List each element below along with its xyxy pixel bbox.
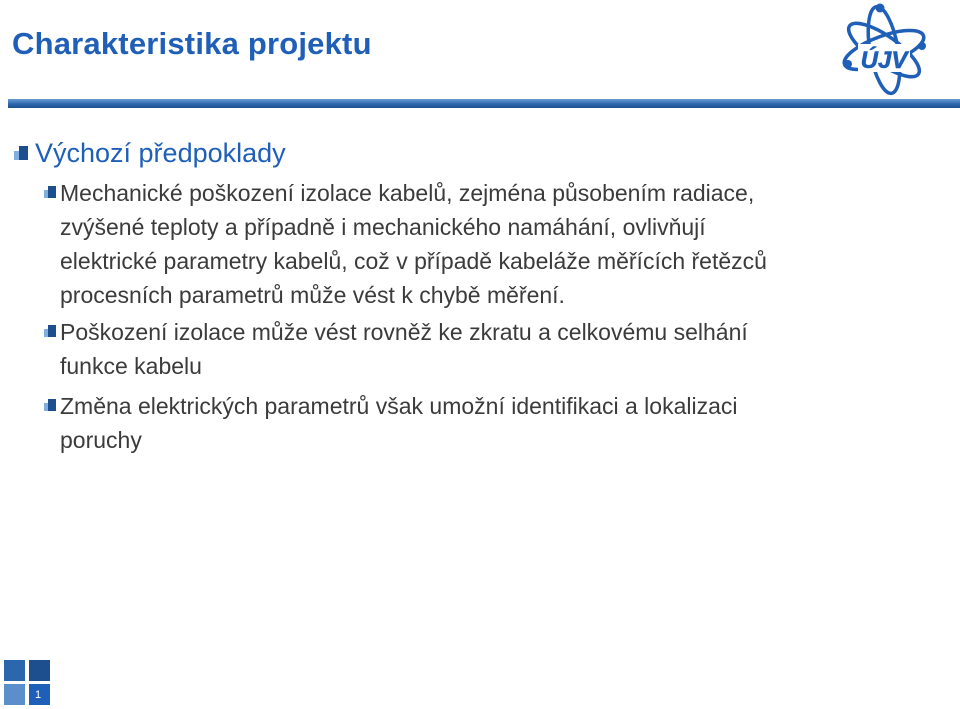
logo-text: ÚJV [860, 47, 908, 74]
ujv-logo [838, 0, 930, 96]
bullet-line: poruchy [60, 427, 142, 453]
bullet-line: funkce kabelu [60, 353, 202, 379]
slide-title: Charakteristika projektu [12, 26, 372, 61]
bullet-line: zvýšené teploty a případně i mechanického namáhání, ovlivňují [60, 214, 706, 240]
bullet-item [60, 176, 940, 312]
bullet-item [60, 389, 940, 457]
square-bullet-icon [44, 399, 56, 411]
bullet-line: Mechanické poškození izolace kabelů, zejména působením radiace, [60, 180, 755, 206]
square-bullet-icon [14, 146, 28, 160]
square-bullet-icon [44, 186, 56, 198]
section-heading: Výchozí předpoklady [35, 138, 286, 168]
bullet-line: Poškození izolace může vést rovněž ke zkratu a celkovému selhání [60, 319, 748, 345]
bullet-line: Změna elektrických parametrů však umožní identifikaci a lokalizaci [60, 393, 738, 419]
header-rule [8, 99, 960, 108]
bullet-line: procesních parametrů může vést k chybě měření. [60, 282, 565, 308]
bullet-line: elektrické parametry kabelů, což v případě kabeláže měřících řetězců [60, 248, 767, 274]
square-bullet-icon [44, 325, 56, 337]
page-number: 1 [34, 689, 42, 701]
bullet-item [60, 315, 940, 383]
